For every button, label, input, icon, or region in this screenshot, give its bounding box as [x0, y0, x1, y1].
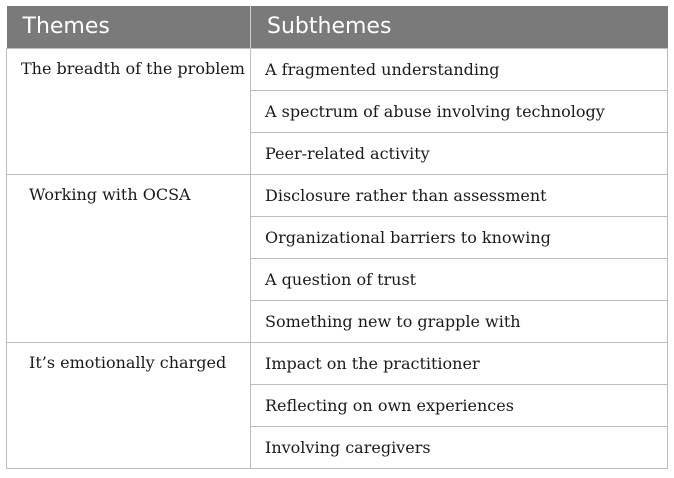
subtheme-cell: Organizational barriers to knowing — [251, 216, 668, 258]
subtheme-cell: Something new to grapple with — [251, 300, 668, 342]
subtheme-cell: Reflecting on own experiences — [251, 384, 668, 426]
subtheme-cell: Impact on the practitioner — [251, 342, 668, 384]
themes-table — [6, 6, 668, 469]
table-row — [7, 342, 668, 384]
table-header-row — [7, 6, 668, 48]
theme-cell: It’s emotionally charged — [7, 342, 251, 468]
header-themes: Themes — [7, 6, 251, 48]
subtheme-cell: Disclosure rather than assessment — [251, 174, 668, 216]
subtheme-cell: Involving caregivers — [251, 426, 668, 468]
subtheme-cell: A fragmented understanding — [251, 48, 668, 90]
theme-cell: The breadth of the problem — [7, 48, 251, 174]
subtheme-cell: A question of trust — [251, 258, 668, 300]
header-subthemes: Subthemes — [251, 6, 668, 48]
theme-cell: Working with OCSA — [7, 174, 251, 342]
table-row — [7, 174, 668, 216]
table-row — [7, 48, 668, 90]
subtheme-cell: Peer-related activity — [251, 132, 668, 174]
subtheme-cell: A spectrum of abuse involving technology — [251, 90, 668, 132]
